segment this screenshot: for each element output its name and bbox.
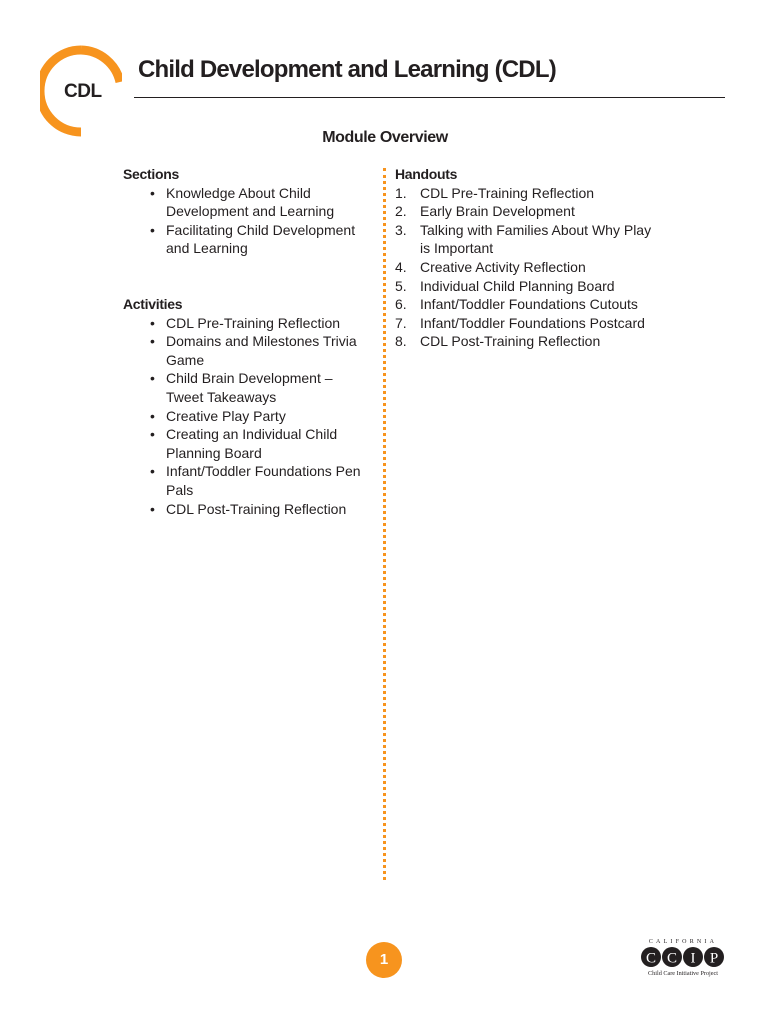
item-number: 8. xyxy=(395,333,407,350)
ccip-letter: I xyxy=(690,950,696,967)
list-item: • Knowledge About Child Development and Learning xyxy=(123,184,373,221)
item-number: 5. xyxy=(395,277,407,294)
page-title: Child Development and Learning (CDL) xyxy=(138,56,556,83)
item-number: 1. xyxy=(395,184,407,201)
item-number: 4. xyxy=(395,258,407,275)
list-item xyxy=(395,221,665,258)
item-text: Individual Child Planning Board xyxy=(420,277,615,294)
item-number: 3. xyxy=(395,221,407,238)
activities-heading: Activities xyxy=(123,295,183,312)
ccip-letter: P xyxy=(709,950,719,967)
list-item: • Domains and Milestones Trivia Game xyxy=(123,332,373,369)
handouts-heading: Handouts xyxy=(395,166,458,182)
ccip-logo-top-text: CALIFORNIA xyxy=(648,939,718,945)
item-text: Early Brain Development xyxy=(420,203,575,220)
list-item: • Child Brain Development – Tweet Takeaways xyxy=(123,369,373,406)
sections-list xyxy=(123,184,373,258)
list-item: • Facilitating Child Development and Learning xyxy=(123,221,373,258)
ccip-letter: C xyxy=(666,950,678,967)
item-text: Infant/Toddler Foundations Postcard xyxy=(420,314,645,331)
list-item xyxy=(395,295,665,314)
title-divider xyxy=(134,97,725,98)
list-item xyxy=(395,332,665,351)
right-column xyxy=(395,165,665,351)
ccip-logo-icon xyxy=(640,936,726,978)
page-number-badge: 1 xyxy=(366,942,402,978)
ccip-logo-caption: Child Care Initiative Project xyxy=(648,970,718,977)
handouts-list xyxy=(395,184,665,351)
list-item xyxy=(395,202,665,221)
list-item: • Creating an Individual Child Planning Board xyxy=(123,425,373,462)
item-text: Talking with Families About Why Play is Important xyxy=(420,221,652,257)
activities-list xyxy=(123,314,373,519)
ccip-letter: C xyxy=(645,950,657,967)
list-item: • Infant/Toddler Foundations Pen Pals xyxy=(123,462,373,499)
list-item xyxy=(395,184,665,203)
left-column xyxy=(123,165,373,518)
item-text: Creative Activity Reflection xyxy=(420,258,586,275)
item-text: CDL Post-Training Reflection xyxy=(420,333,601,350)
logo-text: CDL xyxy=(64,81,102,102)
list-item: • CDL Pre-Training Reflection xyxy=(123,314,373,333)
list-item: • Creative Play Party xyxy=(123,407,373,426)
list-item xyxy=(395,258,665,277)
sections-heading: Sections xyxy=(123,166,179,182)
item-number: 2. xyxy=(395,203,407,220)
column-divider xyxy=(383,168,386,880)
list-item: • CDL Post-Training Reflection xyxy=(123,500,373,519)
list-item xyxy=(395,314,665,333)
item-number: 7. xyxy=(395,314,407,331)
item-text: CDL Pre-Training Reflection xyxy=(420,184,595,201)
item-text: Infant/Toddler Foundations Cutouts xyxy=(420,296,638,313)
list-item xyxy=(395,277,665,296)
module-overview-heading: Module Overview xyxy=(322,129,448,146)
item-number: 6. xyxy=(395,296,407,313)
activities-block xyxy=(123,295,373,518)
